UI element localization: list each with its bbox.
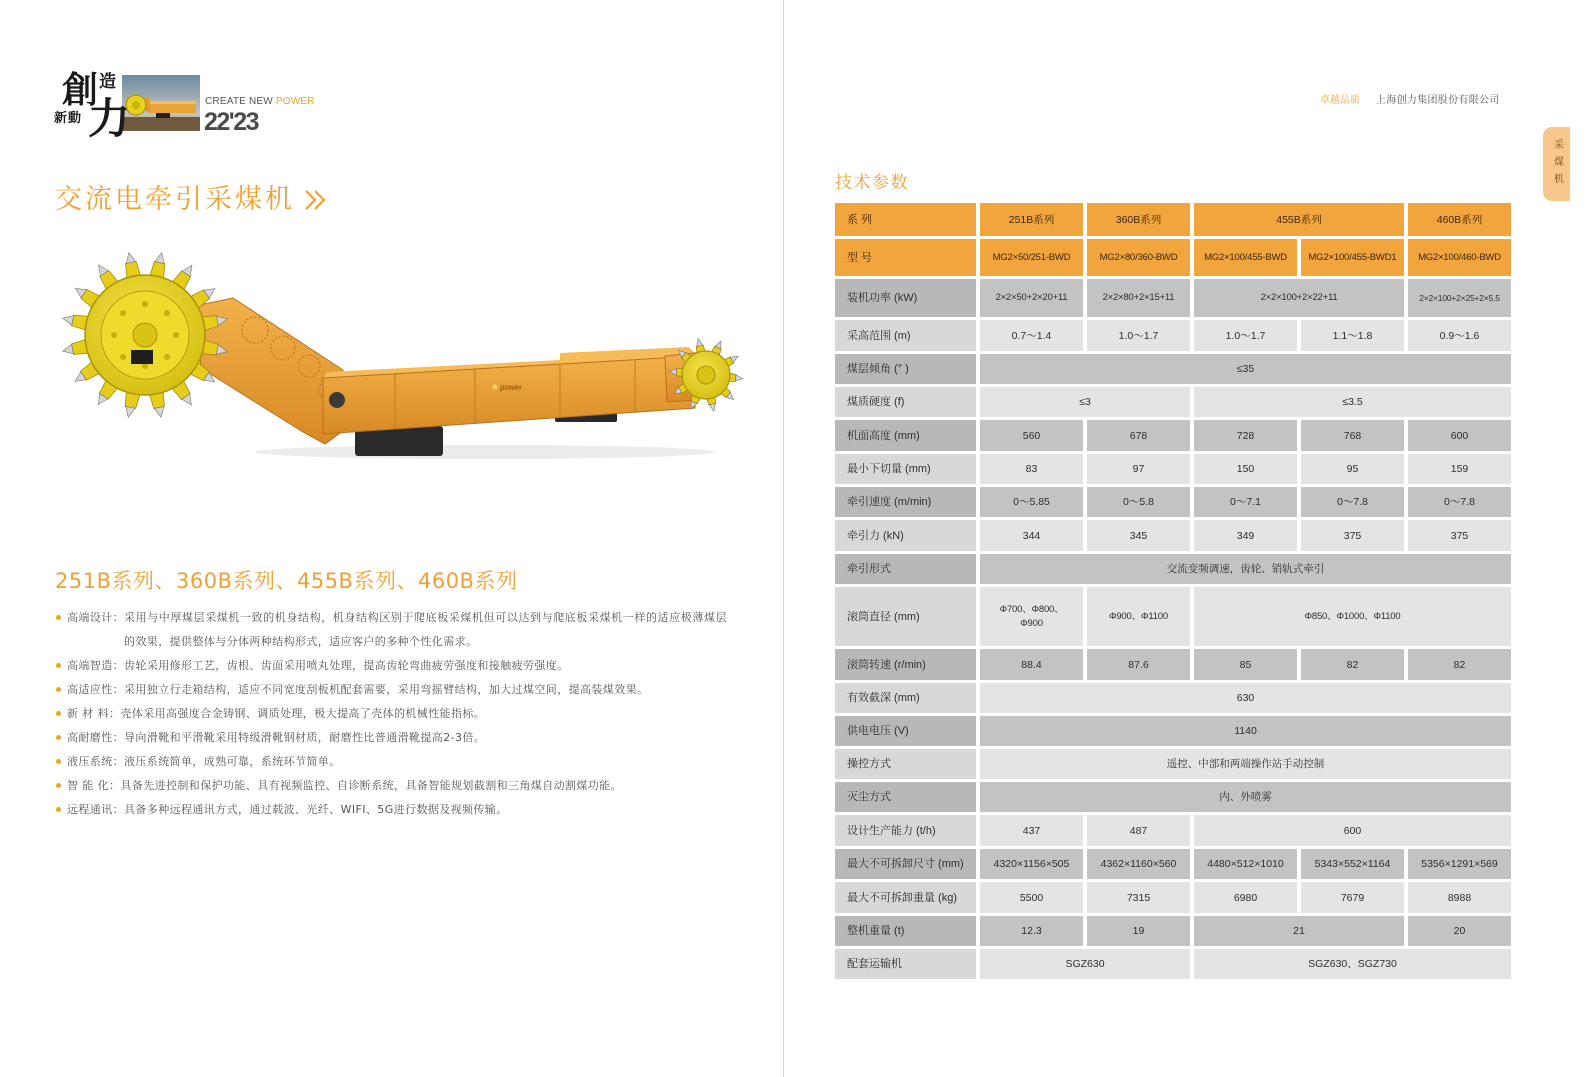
spec-value: MG2×80/360-BWD bbox=[1087, 239, 1190, 276]
spec-value: 82 bbox=[1301, 649, 1404, 680]
spec-value: 内、外喷雾 bbox=[980, 782, 1511, 812]
drum-pick-tip bbox=[735, 375, 742, 381]
feature-text: 液压系统简单，成熟可靠，系统环节简单。 bbox=[124, 755, 341, 768]
spec-row bbox=[835, 587, 1511, 646]
spec-value: 0～7.1 bbox=[1194, 487, 1297, 517]
spec-value: 728 bbox=[1194, 420, 1297, 451]
spec-value: 150 bbox=[1194, 454, 1297, 484]
bullet-dot-icon bbox=[56, 687, 61, 692]
spec-row bbox=[835, 320, 1511, 351]
spec-row-label: 机面高度 (mm) bbox=[835, 420, 976, 451]
feature-item bbox=[55, 606, 727, 654]
shearer-illustration bbox=[55, 250, 745, 465]
drum-pick-tip bbox=[155, 253, 164, 264]
feature-label: 高端设计： bbox=[67, 611, 124, 624]
drum-bolt bbox=[142, 301, 148, 307]
feature-text: 采用与中厚煤层采煤机一致的机身结构，机身结构区别于爬底板采煤机但可以达到与爬底板采煤机一样的适应极薄煤层的效果，提供整体与分体两种结构形式，适应客户的多种个性化需求。 bbox=[124, 611, 727, 648]
drum-pick-tip bbox=[126, 406, 135, 417]
spec-value: 82 bbox=[1408, 649, 1511, 680]
spec-value: SGZ630 bbox=[980, 949, 1190, 979]
spec-row-label: 煤质硬度 (f) bbox=[835, 387, 976, 417]
spec-value: 560 bbox=[980, 420, 1083, 451]
page-divider bbox=[783, 0, 784, 1077]
spec-value: 0～7.8 bbox=[1301, 487, 1404, 517]
spec-value: 2×2×100+2×22+11 bbox=[1194, 279, 1404, 317]
spec-value: 5500 bbox=[980, 882, 1083, 913]
spec-value: 83 bbox=[980, 454, 1083, 484]
spec-value: MG2×100/455-BWD1 bbox=[1301, 239, 1404, 276]
spec-row bbox=[835, 279, 1511, 317]
spec-row-label: 整机重量 (t) bbox=[835, 916, 976, 946]
spec-value: 0～5.85 bbox=[980, 487, 1083, 517]
spec-row-label: 配套运输机 bbox=[835, 949, 976, 979]
spec-value: 375 bbox=[1408, 520, 1511, 551]
spec-row-label: 牵引力 (kN) bbox=[835, 520, 976, 551]
logo-dot bbox=[493, 385, 498, 390]
spec-value: 交流变频调速，齿轮、销轨式牵引 bbox=[980, 554, 1511, 584]
drum-bolt bbox=[111, 332, 117, 338]
feature-label: 远程通讯： bbox=[67, 803, 124, 816]
spec-value: MG2×100/460-BWD bbox=[1408, 239, 1511, 276]
drum-pick-tip bbox=[697, 339, 703, 347]
feature-item bbox=[55, 774, 727, 798]
drum-pick-tip bbox=[155, 407, 164, 418]
spec-row-label: 供电电压 (V) bbox=[835, 716, 976, 746]
spec-value: 88.4 bbox=[980, 649, 1083, 680]
spec-value: 85 bbox=[1194, 649, 1297, 680]
spec-value: 4320×1156×505 bbox=[980, 849, 1083, 879]
double-chevron-icon bbox=[303, 189, 329, 211]
machine-shadow bbox=[255, 445, 715, 459]
spec-value: SGZ630、SGZ730 bbox=[1194, 949, 1511, 979]
spec-value: 360B系列 bbox=[1087, 203, 1190, 236]
feature-item bbox=[55, 654, 727, 678]
spec-row bbox=[835, 749, 1511, 779]
drum-pick-tip bbox=[63, 345, 74, 354]
spec-value: Φ900、Φ1100 bbox=[1087, 587, 1190, 646]
spec-table bbox=[831, 200, 1515, 982]
spec-row bbox=[835, 487, 1511, 517]
spec-value: Φ700、Φ800、Φ900 bbox=[980, 587, 1083, 646]
spec-value: 6980 bbox=[1194, 882, 1297, 913]
spec-row-label: 操控方式 bbox=[835, 749, 976, 779]
spec-row bbox=[835, 420, 1511, 451]
drum-badge bbox=[131, 350, 153, 364]
spec-row bbox=[835, 203, 1511, 236]
brand-tagline bbox=[205, 96, 315, 108]
spec-value: 87.6 bbox=[1087, 649, 1190, 680]
spec-value: 0～7.8 bbox=[1408, 487, 1511, 517]
spec-row bbox=[835, 239, 1511, 276]
spec-value: 0.9～1.6 bbox=[1408, 320, 1511, 351]
spec-row-label: 煤层倾角 (° ) bbox=[835, 354, 976, 384]
spec-row bbox=[835, 649, 1511, 680]
feature-label: 新 材 料： bbox=[67, 707, 121, 720]
spec-value: 460B系列 bbox=[1408, 203, 1511, 236]
drum-pick-tip bbox=[126, 253, 135, 264]
spec-row bbox=[835, 716, 1511, 746]
bullet-dot-icon bbox=[56, 807, 61, 812]
spec-row bbox=[835, 454, 1511, 484]
spec-value: 12.3 bbox=[980, 916, 1083, 946]
spec-row-label: 最小下切量 (mm) bbox=[835, 454, 976, 484]
spec-row-label: 最大不可拆卸重量 (kg) bbox=[835, 882, 976, 913]
feature-label: 液压系统： bbox=[67, 755, 124, 768]
feature-list bbox=[55, 606, 727, 822]
spec-row-label: 滚筒转速 (r/min) bbox=[835, 649, 976, 680]
spec-value: 159 bbox=[1408, 454, 1511, 484]
spec-row bbox=[835, 949, 1511, 979]
spec-value: 437 bbox=[980, 815, 1083, 846]
spec-value: 20 bbox=[1408, 916, 1511, 946]
bullet-dot-icon bbox=[56, 663, 61, 668]
spec-row-label: 牵引速度 (m/min) bbox=[835, 487, 976, 517]
spec-row bbox=[835, 882, 1511, 913]
spec-value: 1.0～1.7 bbox=[1087, 320, 1190, 351]
spec-value: 97 bbox=[1087, 454, 1190, 484]
spec-value: ≤3 bbox=[980, 387, 1190, 417]
feature-item bbox=[55, 678, 727, 702]
brand-year: 22'23 bbox=[204, 108, 259, 136]
spec-row bbox=[835, 683, 1511, 713]
feature-item bbox=[55, 750, 727, 774]
spec-value: 0～5.8 bbox=[1087, 487, 1190, 517]
spec-row-label: 采高范围 (m) bbox=[835, 320, 976, 351]
spec-value: 1.0～1.7 bbox=[1194, 320, 1297, 351]
spec-row bbox=[835, 554, 1511, 584]
spec-row-label: 滚筒直径 (mm) bbox=[835, 587, 976, 646]
series-subtitle: 251B系列、360B系列、455B系列、460B系列 bbox=[55, 569, 518, 593]
spec-value: 遥控、中部和两端操作站手动控制 bbox=[980, 749, 1511, 779]
spec-row bbox=[835, 916, 1511, 946]
spec-value: 5356×1291×569 bbox=[1408, 849, 1511, 879]
feature-text: 采用独立行走箱结构，适应不同宽度刮板机配套需要，采用弯摇臂结构，加大过煤空间，提高装煤效果。 bbox=[124, 683, 649, 696]
spec-value: 7315 bbox=[1087, 882, 1190, 913]
tagline-prefix: CREATE NEW bbox=[205, 96, 276, 107]
logo-char-chuang: 創 bbox=[62, 69, 99, 111]
page-title-row bbox=[55, 183, 329, 217]
spec-value: 1140 bbox=[980, 716, 1511, 746]
spec-row bbox=[835, 815, 1511, 846]
spec-value: 21 bbox=[1194, 916, 1404, 946]
spec-value: 487 bbox=[1087, 815, 1190, 846]
spec-value: 2×2×80+2×15+11 bbox=[1087, 279, 1190, 317]
spec-value: 251B系列 bbox=[980, 203, 1083, 236]
spec-value: Φ850、Φ1000、Φ1100 bbox=[1194, 587, 1511, 646]
spec-value: 630 bbox=[980, 683, 1511, 713]
spec-value: 2×2×50+2×20+11 bbox=[980, 279, 1083, 317]
spec-row bbox=[835, 354, 1511, 384]
feature-item bbox=[55, 702, 727, 726]
spec-value: 455B系列 bbox=[1194, 203, 1404, 236]
logo-char-xindong: 新動 bbox=[54, 111, 83, 126]
spec-value: 8988 bbox=[1408, 882, 1511, 913]
left-cutting-drum bbox=[63, 253, 228, 418]
logo-photo bbox=[122, 75, 200, 131]
spec-heading: 技术参数 bbox=[835, 173, 909, 193]
feature-label: 高耐磨性： bbox=[67, 731, 124, 744]
spec-value: 0.7～1.4 bbox=[980, 320, 1083, 351]
spec-value: 5343×552×1164 bbox=[1301, 849, 1404, 879]
feature-item bbox=[55, 726, 727, 750]
bullet-dot-icon bbox=[56, 783, 61, 788]
spec-value: 344 bbox=[980, 520, 1083, 551]
logo-char-zao: 造 bbox=[99, 72, 116, 92]
spec-value: 375 bbox=[1301, 520, 1404, 551]
bullet-dot-icon bbox=[56, 759, 61, 764]
spec-value: 1.1～1.8 bbox=[1301, 320, 1404, 351]
spec-row-label: 有效截深 (mm) bbox=[835, 683, 976, 713]
spec-row bbox=[835, 387, 1511, 417]
drum-bolt bbox=[120, 310, 126, 316]
spec-value: ≤3.5 bbox=[1194, 387, 1511, 417]
side-tab-label: 采煤机 bbox=[1551, 138, 1563, 190]
spec-value: 345 bbox=[1087, 520, 1190, 551]
spec-row-label: 最大不可拆卸尺寸 (mm) bbox=[835, 849, 976, 879]
spec-row-label: 装机功率 (kW) bbox=[835, 279, 976, 317]
spec-row-label: 设计生产能力 (t/h) bbox=[835, 815, 976, 846]
spec-value: 678 bbox=[1087, 420, 1190, 451]
spec-row-label: 系 列 bbox=[835, 203, 976, 236]
brand-logo bbox=[52, 68, 204, 144]
page-title: 交流电牵引采煤机 bbox=[55, 184, 295, 215]
header-quality: 卓越品质 bbox=[1320, 95, 1360, 106]
spec-value: 7679 bbox=[1301, 882, 1404, 913]
feature-text: 具备多种远程通讯方式，通过载波、光纤、WIFI、5G进行数据及视频传输。 bbox=[124, 803, 508, 816]
spec-value: MG2×100/455-BWD bbox=[1194, 239, 1297, 276]
bullet-dot-icon bbox=[56, 615, 61, 620]
spec-value: MG2×50/251-BWD bbox=[980, 239, 1083, 276]
spec-value: 768 bbox=[1301, 420, 1404, 451]
bullet-dot-icon bbox=[56, 711, 61, 716]
spec-value: 600 bbox=[1194, 815, 1511, 846]
spec-value: ≤35 bbox=[980, 354, 1511, 384]
spec-value: 600 bbox=[1408, 420, 1511, 451]
feature-item bbox=[55, 798, 727, 822]
feature-text: 具备先进控制和保护功能、具有视频监控、自诊断系统，具备智能规划截割和三角煤自动割煤功能。 bbox=[120, 779, 623, 792]
spec-row-label: 牵引形式 bbox=[835, 554, 976, 584]
machine-body bbox=[323, 356, 697, 434]
spec-row bbox=[835, 782, 1511, 812]
drum-bolt bbox=[173, 332, 179, 338]
feature-text: 齿轮采用修形工艺，齿根、齿面采用喷丸处理，提高齿轮弯曲疲劳强度和接触疲劳强度。 bbox=[124, 659, 569, 672]
feature-label: 智 能 化： bbox=[67, 779, 121, 792]
spec-row-label: 型 号 bbox=[835, 239, 976, 276]
drum-bolt bbox=[164, 310, 170, 316]
spec-value: 19 bbox=[1087, 916, 1190, 946]
header-company: 上海创力集团股份有限公司 bbox=[1376, 95, 1500, 106]
spec-value: 4480×512×1010 bbox=[1194, 849, 1297, 879]
spec-value: 2×2×100+2×25+2×5.5 bbox=[1408, 279, 1511, 317]
spec-value: 4362×1160×560 bbox=[1087, 849, 1190, 879]
arm-pivot bbox=[329, 392, 345, 408]
spec-row bbox=[835, 849, 1511, 879]
feature-text: 壳体采用高强度合金铸钢、调质处理，极大提高了壳体的机械性能指标。 bbox=[120, 707, 486, 720]
feature-text: 导向滑靴和平滑靴采用特级滑靴钢材质，耐磨性比普通滑靴提高2-3倍。 bbox=[124, 731, 486, 744]
drum-bolt bbox=[164, 354, 170, 360]
spec-value: 95 bbox=[1301, 454, 1404, 484]
drum-bolt bbox=[120, 354, 126, 360]
spec-row bbox=[835, 520, 1511, 551]
tagline-highlight: POWER bbox=[275, 96, 315, 107]
spec-row-label: 灭尘方式 bbox=[835, 782, 976, 812]
machine-logo-text: power bbox=[500, 383, 522, 392]
side-tab[interactable] bbox=[1543, 127, 1570, 201]
drum-pick-tip bbox=[63, 316, 74, 325]
spec-value: 349 bbox=[1194, 520, 1297, 551]
drum-pick-tip bbox=[709, 404, 715, 412]
bullet-dot-icon bbox=[56, 735, 61, 740]
feature-label: 高适应性： bbox=[67, 683, 124, 696]
logo-char-li: 力 bbox=[88, 94, 131, 143]
feature-label: 高端智造： bbox=[67, 659, 124, 672]
